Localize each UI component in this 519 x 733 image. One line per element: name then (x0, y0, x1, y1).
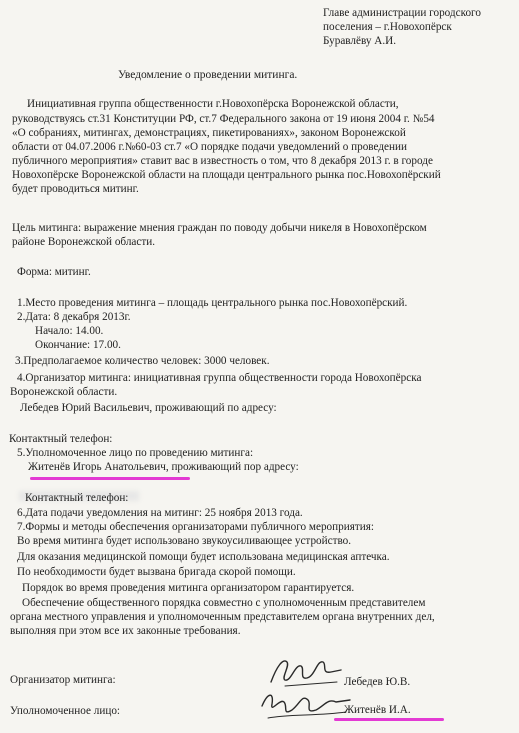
signature-underline (334, 718, 444, 721)
organizer-label: Организатор митинга: (10, 674, 116, 686)
item-place: 1.Место проведения митинга – площадь центрального рынка пос.Новохопёрский. (17, 297, 408, 309)
item-submit-date: 6.Дата подачи уведомления на митинг: 25 ноября 2013 года. (17, 507, 303, 519)
item-organizer-1: 4.Организатор митинга: инициативная группа общественности города Новохопёрска (17, 372, 422, 384)
order-line-1: Обеспечение общественного порядка совместно с уполномоченным представителем (22, 597, 426, 609)
document-title: Уведомление о проведении митинга. (118, 69, 298, 81)
organizer-name: Лебедев Ю.В. (344, 676, 411, 688)
item-end: Окончание: 17.00. (35, 339, 121, 351)
item-authorized-1: 5.Уполномоченное лицо по проведению митинга: (17, 447, 254, 459)
item-date: 2.Дата: 8 декабря 2013г. (17, 311, 131, 323)
method-3: По необходимости будет вызвана бригада скорой помощи. (17, 566, 296, 578)
intro-line-2: руководствуясь ст.31 Конституции РФ, ст.7 Федерального закона от 19 июня 2004 г. №54 (12, 113, 435, 125)
form-line: Форма: митинг. (17, 266, 91, 278)
item-start: Начало: 14.00. (35, 325, 104, 337)
contact-phone-2: Контактный телефон: (25, 492, 129, 504)
highlighted-name (28, 461, 299, 474)
intro-line-1: Инициативная группа общественности г.Новохопёрска Воронежской области, (27, 98, 399, 110)
goal-line-2: районе Воронежской области. (12, 236, 156, 248)
intro-line-3: «О собраниях, митингах, демонстрациях, пикетированиях», законом Воронежской (12, 127, 406, 139)
item-authorized-2 (28, 461, 299, 474)
name-underline (30, 477, 190, 480)
contact-phone-1: Контактный телефон: (9, 433, 113, 445)
intro-line-5: публичного мероприятия» ставит вас в известность о том, что 8 декабря 2013 г. в городе (12, 155, 433, 167)
authorized-name: Житенёв И.А. (344, 704, 411, 716)
authorized-label: Уполномоченное лицо: (10, 705, 121, 717)
item-organizer-2: Воронежской области. (10, 386, 118, 398)
authorized-name-text: Житенёв Игорь Анатольевич, проживающий пор адресу: (28, 461, 299, 473)
intro-line-6: Новохопёрске Воронежской области на площади центрального рынка пос.Новохопёрский (12, 169, 441, 181)
order-line-3: выполняя при этом все их законные требования. (10, 625, 241, 637)
goal-line-1: Цель митинга: выражение мнения граждан по поводу добычи никеля в Новохопёрском (12, 222, 427, 234)
order-line-2: органа местного управления и уполномоченным представителем органа внутренних дел, (10, 611, 435, 623)
item-methods-title: 7.Формы и методы обеспечения организаторами публичного мероприятия: (17, 521, 374, 533)
item-count: 3.Предполагаемое количество человек: 3000 человек. (15, 355, 270, 367)
addressee-line-3: Буравлёву А.И. (323, 35, 397, 47)
addressee-line-1: Главе администрации городского (323, 7, 481, 19)
method-2: Для оказания медицинской помощи будет использована медицинская аптечка. (17, 551, 390, 563)
intro-line-4: области от 04.07.2006 г.№60-03 ст.7 «О порядке подачи уведомлений о проведении (12, 141, 407, 153)
method-1: Во время митинга будет использовано звукоусиливающее устройство. (17, 535, 352, 547)
intro-line-7: будет проводиться митинг. (12, 183, 139, 195)
item-organizer-3: Лебедев Юрий Васильевич, проживающий по адресу: (20, 402, 277, 414)
method-4: Порядок во время проведения митинга организатором гарантируется. (22, 582, 355, 594)
addressee-line-2: поселения – г.Новохопёрск (323, 21, 452, 33)
